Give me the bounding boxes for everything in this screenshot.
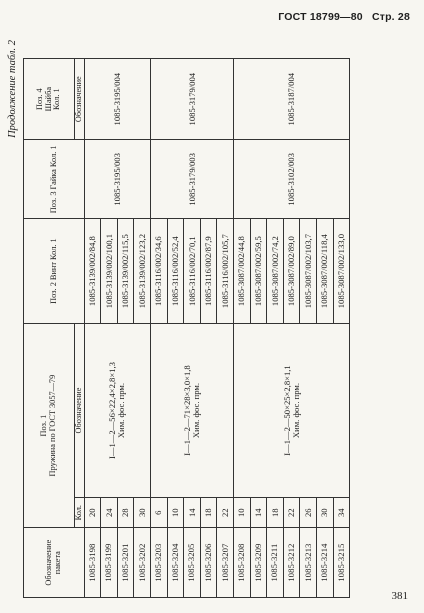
spring-qty: 30 <box>134 498 151 528</box>
spring-qty: 24 <box>101 498 118 528</box>
package-code: 1085-3212 <box>283 528 300 598</box>
package-code: 1085-3215 <box>333 528 350 598</box>
spring-qty: 30 <box>317 498 334 528</box>
screw-code: 1085-3139/002/100,1 <box>101 219 118 324</box>
washer-code: 1085-3179/004 <box>151 59 234 140</box>
spring-qty: 10 <box>234 498 251 528</box>
col-kol-header: Кол. <box>75 498 85 528</box>
spring-spec <box>151 323 234 497</box>
col-pos1-header <box>24 323 75 527</box>
package-code: 1085-3207 <box>217 528 234 598</box>
spring-spec-line2: Хим. фос. прм. <box>290 382 301 439</box>
col-pos2-header: Поз. 2 Винт Кол. 1 <box>24 219 85 324</box>
package-code: 1085-3208 <box>234 528 251 598</box>
washer-code: 1085-3195/004 <box>84 59 150 140</box>
screw-code: 1085-3087/002/118,4 <box>317 219 334 324</box>
page-number: 381 <box>391 590 408 602</box>
spring-qty: 20 <box>84 498 101 528</box>
col-designation-header: Обозначение пакета <box>24 528 85 598</box>
spring-spec-line1: I—1—2—71×28×3,0×1,8 <box>182 365 193 456</box>
standard-number: ГОСТ 18799—80 <box>278 11 363 23</box>
col-pos4-header <box>24 59 75 140</box>
package-code: 1085-3206 <box>200 528 217 598</box>
package-code: 1085-3209 <box>250 528 267 598</box>
pos4-line2: Шайба <box>43 86 53 112</box>
pos4-line3: Кол. 1 <box>52 88 62 110</box>
screw-code: 1085-3116/002/70,1 <box>184 219 201 324</box>
screw-code: 1085-3087/002/103,7 <box>300 219 317 324</box>
nut-code: 1085-3195/003 <box>84 140 150 219</box>
screw-code: 1085-3116/002/87,9 <box>200 219 217 324</box>
nut-code: 1085-3102/003 <box>234 140 350 219</box>
washer-code: 1085-3187/004 <box>234 59 350 140</box>
rotated-table-area <box>5 34 410 602</box>
screw-code: 1085-3116/002/34,6 <box>151 219 168 324</box>
spring-spec-line2: Хим. фос. прм. <box>116 382 127 439</box>
package-code: 1085-3203 <box>151 528 168 598</box>
nut-code: 1085-3179/003 <box>151 140 234 219</box>
screw-code: 1085-3139/002/84,8 <box>84 219 101 324</box>
screw-code: 1085-3087/002/133,0 <box>333 219 350 324</box>
spring-spec-line1: I—1—2—56×22,4×2,8×1,3 <box>107 362 118 459</box>
package-code: 1085-3202 <box>134 528 151 598</box>
table-row <box>234 59 251 598</box>
pos1-title: Поз. 1 <box>39 414 49 437</box>
col-pos4-sub-header: Обозначение <box>75 59 85 140</box>
pos1-subtitle: Пружина по ГОСТ 3057—79 <box>48 374 57 477</box>
pos4-line1: Поз. 4 <box>34 88 44 111</box>
spring-spec <box>84 323 150 497</box>
screw-code: 1085-3139/002/123,2 <box>134 219 151 324</box>
spring-qty: 18 <box>267 498 284 528</box>
spring-spec <box>234 323 350 497</box>
spring-qty: 28 <box>117 498 134 528</box>
spring-qty: 34 <box>333 498 350 528</box>
spring-qty: 14 <box>184 498 201 528</box>
package-code: 1085-3199 <box>101 528 118 598</box>
page-label: Стр. 28 <box>371 11 410 23</box>
screw-code: 1085-3087/002/89,0 <box>283 219 300 324</box>
spring-spec-line1: I—1—2—50×25×2,8×1,1 <box>281 365 292 456</box>
screw-code: 1085-3116/002/105,7 <box>217 219 234 324</box>
col-pos3-header: Поз. 3 Гайка Кол. 1 <box>24 140 85 219</box>
screw-code: 1085-3139/002/115,5 <box>117 219 134 324</box>
spring-qty: 6 <box>151 498 168 528</box>
page-header <box>278 11 410 23</box>
spring-qty: 26 <box>300 498 317 528</box>
screw-code: 1085-3087/002/59,5 <box>250 219 267 324</box>
spring-qty: 22 <box>283 498 300 528</box>
package-code: 1085-3213 <box>300 528 317 598</box>
package-code: 1085-3211 <box>267 528 284 598</box>
col-designation-sub-header: Обозначение <box>75 323 85 497</box>
package-code: 1085-3204 <box>167 528 184 598</box>
spring-qty: 18 <box>200 498 217 528</box>
package-code: 1085-3214 <box>317 528 334 598</box>
spring-qty: 10 <box>167 498 184 528</box>
screw-code: 1085-3087/002/74,2 <box>267 219 284 324</box>
continuation-label: Продолжение табл. 2 <box>7 40 18 138</box>
spring-qty: 22 <box>217 498 234 528</box>
spring-spec-line2: Хим. фос. прм. <box>191 382 202 439</box>
components-table <box>23 58 350 598</box>
table-row <box>151 59 168 598</box>
screw-code: 1085-3116/002/52,4 <box>167 219 184 324</box>
table-row <box>84 59 101 598</box>
package-code: 1085-3205 <box>184 528 201 598</box>
package-code: 1085-3201 <box>117 528 134 598</box>
package-code: 1085-3198 <box>84 528 101 598</box>
spring-qty: 14 <box>250 498 267 528</box>
screw-code: 1085-3087/002/44,8 <box>234 219 251 324</box>
